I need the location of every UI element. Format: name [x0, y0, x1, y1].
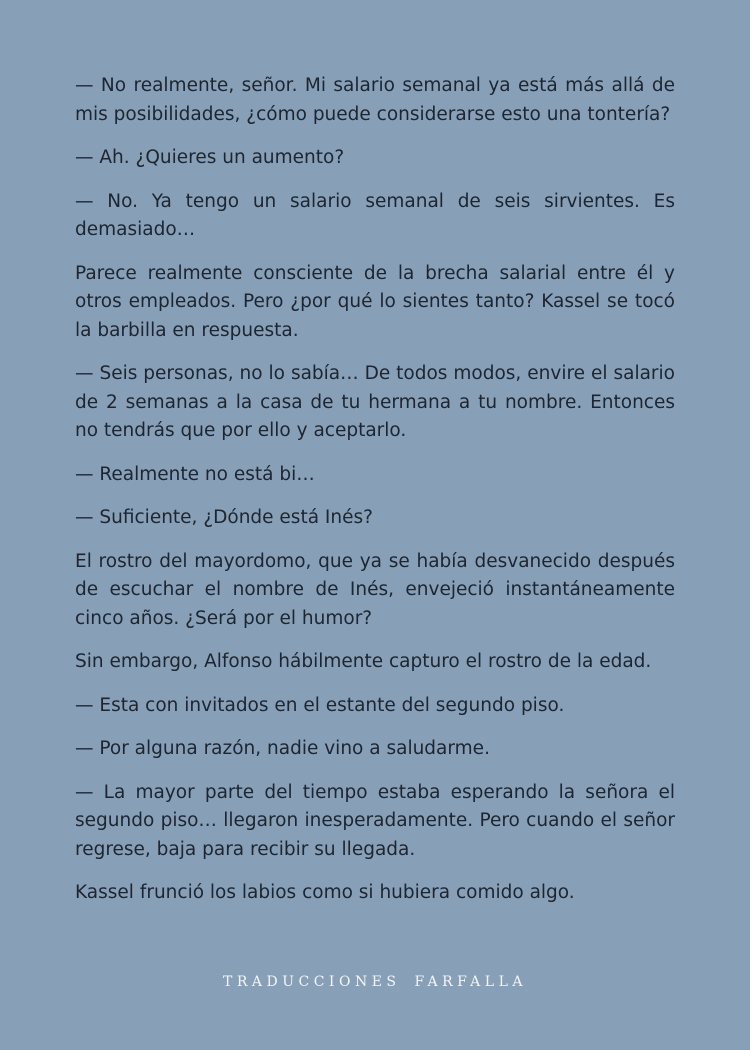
paragraph: — No. Ya tengo un salario semanal de seis sirvientes. Es demasiado… [75, 190, 675, 240]
footer-word-1: TRADUCCIONES [223, 974, 401, 990]
paragraph: — Ah. ¿Quieres un aumento? [75, 147, 345, 168]
paragraph: — No realmente, señor. Mi salario semanal ya está más allá de mis posibilidades, ¿cómo puede considerarse esto una tontería? [75, 75, 675, 125]
paragraph: El rostro del mayordomo, que ya se había desvanecido después de escuchar el nombre de Inés, envejeció instantáneamente cinco años. ¿Será por el humor? [75, 550, 675, 629]
paragraph: Parece realmente consciente de la brecha salarial entre él y otros empleados. Pero ¿por qué lo sientes tanto? Kassel se tocó la barbilla en respuesta. [75, 262, 675, 341]
footer-word-2: FARFALLA [414, 974, 527, 990]
paragraph: Kassel frunció los labios como si hubiera comido algo. [75, 882, 575, 903]
paragraph: Sin embargo, Alfonso hábilmente capturo el rostro de la edad. [75, 651, 652, 672]
paragraph: — Realmente no está bi… [75, 463, 315, 485]
footer-credit [0, 974, 750, 990]
page-text [75, 72, 675, 908]
paragraph: — Esta con invitados en el estante del segundo piso. [75, 694, 565, 716]
paragraph: — La mayor parte del tiempo estaba esperando la señora el segundo piso… llegaron inesperadamente. Pero cuando el señor regrese, baja para recibir su llegada. [75, 781, 675, 860]
paragraph: — Seis personas, no lo sabía… De todos modos, envire el salario de 2 semanas a la casa de tu hermana a tu nombre. Entonces no tendrás que por ello y aceptarlo. [75, 363, 675, 441]
paragraph: — Por alguna razón, nadie vino a saludarme. [75, 738, 490, 759]
paragraph: — Suficiente, ¿Dónde está Inés? [75, 507, 373, 528]
